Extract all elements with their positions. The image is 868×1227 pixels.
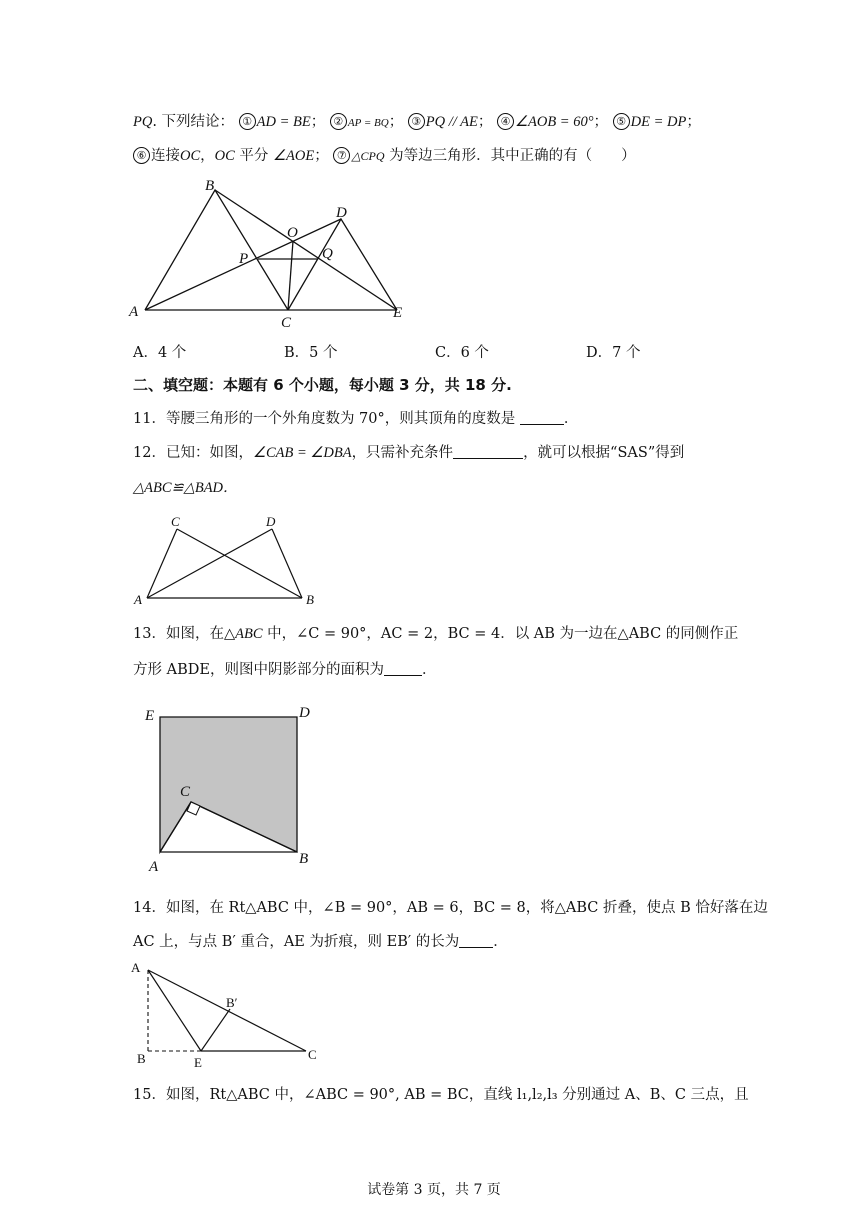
section-title: 二、填空题：本题有 6 个小题，每小题 3 分，共 18 分. [133,376,512,394]
q14-figure [128,958,328,1070]
q14-text: AC 上，与点 B′ 重合，AE 为折痕，则 EB′ 的长为 [133,934,460,950]
q12-figure [128,512,328,612]
separator: ； [388,114,404,130]
triangle-cde [288,219,397,310]
q11-line [133,409,578,429]
circled-4: ④ [497,113,514,130]
line-oc [288,241,293,310]
label-c: C [281,315,292,331]
q14-text: 14．如图，在 Rt△ABC 中，∠B = 90°，AB = 6，BC = 8，将△ABC 折叠，使点 B 恰好落在边 [133,900,768,916]
line-ac [147,529,177,598]
label-e: E [194,1055,202,1070]
q10-text: 平分 [234,148,274,164]
label-p: P [239,251,249,267]
q10-oc: OC [214,148,235,164]
label-a: A [149,859,159,875]
label-c: C [308,1047,317,1062]
q11-text: 11．等腰三角形的一个外角度数为 70°，则其顶角的度数是 [133,411,516,427]
label-q: Q [322,246,333,262]
line-ac [148,970,306,1051]
label-d: D [266,514,276,529]
q10-stmt-5: DE = DP [630,114,687,130]
circled-7: ⑦ [333,147,350,164]
q10-text: ， [200,148,215,164]
q15-text: 15．如图，Rt△ABC 中，∠ABC = 90°, AB = BC，直线 l₁,l₂,l₃ 分别通过 A、B、C 三点，且 [133,1087,749,1103]
q15-line1 [133,1085,749,1105]
q10-intro: . 下列结论： [152,114,235,130]
q12-congruence: △ABC≌△BAD． [133,480,238,496]
separator: ； [310,114,326,130]
label-o: O [287,225,298,241]
page-footer: 试卷第 3 页，共 7 页 [367,1182,501,1198]
q13-line1 [133,624,738,644]
label-b: B [306,592,314,607]
option-d: D．7 个 [586,345,641,361]
label-b: B [137,1051,146,1066]
line-eb1 [201,1009,230,1051]
label-a: A [129,304,139,320]
label-b: B [299,851,309,867]
q12-text: ，就可以根据“SAS”得到 [523,445,685,461]
q13-answer-blank [384,675,422,676]
q14-end: ． [493,934,508,950]
q13-line2 [133,660,436,680]
separator: ； [314,148,329,164]
label-d: D [299,705,310,721]
q13-text: 方形 ABDE，则图中阴影部分的面积为 [133,662,384,678]
q10-question-end: 为等边三角形．其中正确的有（ ） [384,148,636,164]
q13-text: 13．如图，在△ [133,626,236,642]
separator: ； [686,114,701,130]
circled-6: ⑥ [133,147,150,164]
line-cb [177,529,302,598]
q12-condition: ∠CAB = ∠DBA [252,445,352,461]
q12-text: ，只需补充条件 [351,445,454,461]
triangle-abc [145,190,288,310]
circled-3: ③ [408,113,425,130]
option-a: A．4 个 [133,345,187,361]
label-b-prime: B′ [226,995,238,1010]
q13-text: 中，∠C = 90°，AC = 2，BC = 4．以 AB 为一边在△ABC 的同侧作正 [262,626,739,642]
q12-answer-blank [453,458,523,459]
q14-line2 [133,932,508,952]
label-c: C [180,784,191,800]
q10-line2 [133,146,636,166]
q13-figure [138,698,328,880]
q14-line1 [133,898,768,918]
label-e: E [145,708,155,724]
line-be [215,190,397,310]
separator: ； [477,114,493,130]
q10-stmt-1: AD = BE [256,114,311,130]
label-b: B [205,178,215,194]
q10-stmt-3: PQ // AE [425,114,478,130]
q11-answer-blank [520,424,564,425]
line-ad [147,529,272,598]
label-c: C [171,514,180,529]
q10-line1 [133,112,701,133]
q13-triangle: ABC [235,626,263,642]
separator: ； [593,114,609,130]
circled-2: ② [330,113,347,130]
option-b: B．5 个 [284,345,338,361]
q14-answer-blank [459,947,493,948]
label-e: E [393,305,403,321]
q10-angle: ∠AOE [273,148,315,164]
q10-stmt-4: ∠AOB = 60° [515,114,594,130]
q11-end: ． [563,411,579,427]
q10-triangle: △CPQ [351,149,385,163]
label-a: A [131,960,141,975]
circled-1: ① [239,113,256,130]
line-ae [148,970,201,1051]
line-db [272,529,302,598]
q12-line2 [133,478,238,498]
q10-oc: OC [180,148,201,164]
q12-line1 [133,443,684,463]
label-d: D [336,205,347,221]
q12-text: 12．已知：如图， [133,445,253,461]
q10-stmt-2: AP = BQ [347,117,389,129]
q13-end: ． [421,662,437,678]
label-a: A [134,592,142,607]
q10-text: 连接 [151,148,180,164]
circled-5: ⑤ [613,113,630,130]
q10-pq: PQ [133,114,153,130]
option-c: C．6 个 [435,345,489,361]
q10-figure [125,172,425,332]
